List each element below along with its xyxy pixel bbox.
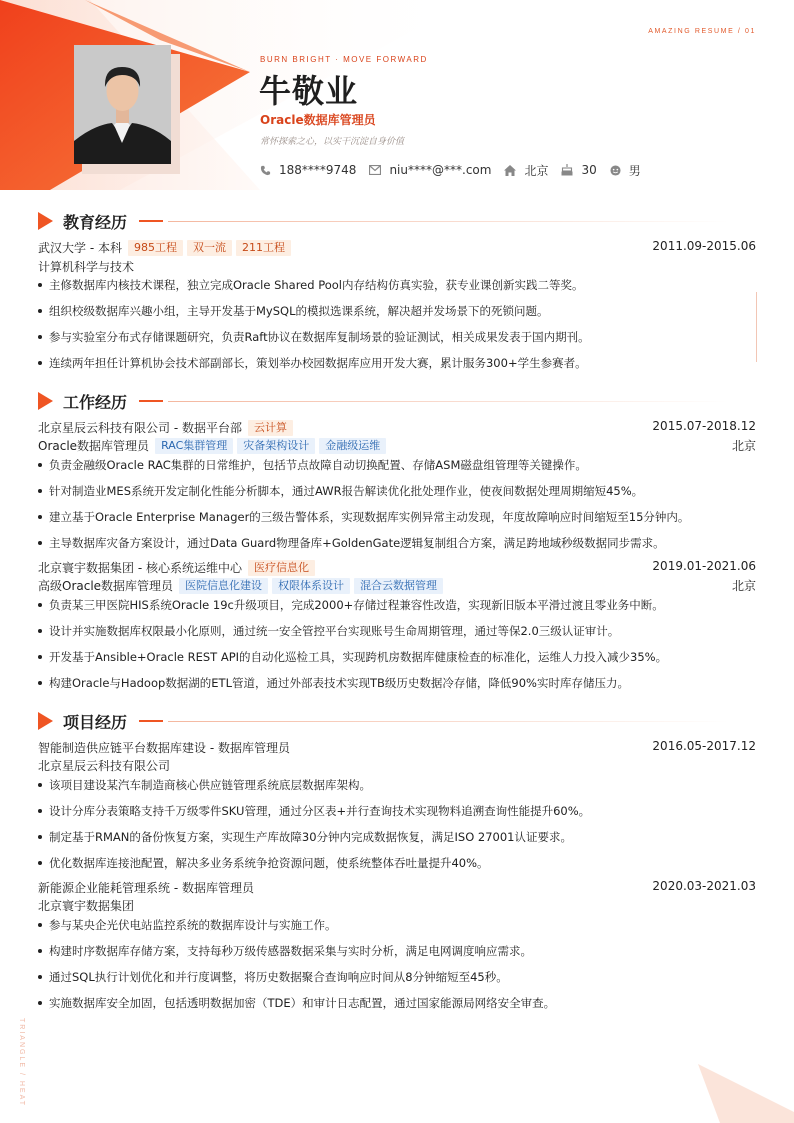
section-title: 项目经历 (63, 712, 128, 732)
list-item: 负责某三甲医院HIS系统Oracle 19c升级项目，完成2000+存储过程兼容性改造，实现新旧版本平滑过渡且零业务中断。 (38, 597, 764, 613)
section-education-header (38, 211, 163, 231)
list-item: 建立基于Oracle Enterprise Manager的三级告警体系，实现数据库实例异常主动发现，年度故障响应时间缩短至15分钟内。 (38, 509, 764, 525)
skill-tag: 混合云数据管理 (354, 578, 443, 594)
contact-city (504, 162, 548, 179)
section-dash (139, 400, 163, 402)
school-tag: 双一流 (187, 240, 232, 256)
list-item: 实施数据库安全加固，包括透明数据加密（TDE）和审计日志配置，通过国家能源局网络安全审查。 (38, 995, 764, 1011)
list-item: 组织校级数据库兴趣小组，主导开发基于MySQL的模拟选课系统，解决超并发场景下的死锁问题。 (38, 303, 764, 319)
job-period: 2015.07-2018.12 (652, 419, 756, 433)
contact-row (260, 162, 654, 178)
age-text: 30 (581, 163, 597, 177)
job-city: 北京 (731, 579, 756, 593)
school-name: 武汉大学 - 本科 (38, 241, 122, 255)
list-item: 制定基于RMAN的备份恢复方案，实现生产库故障30分钟内完成数据恢复，满足ISO 27001认证要求。 (38, 829, 764, 845)
section-projects-header (38, 711, 163, 731)
job-title-row (38, 437, 756, 454)
list-item: 构建时序数据库存储方案，支持每秒万级传感器数据采集与实时分析，满足电网调度响应需求。 (38, 943, 764, 959)
list-item: 主导数据库灾备方案设计，通过Data Guard物理备库+GoldenGate逻辑复制组合方案，满足跨地域秒级数据同步需求。 (38, 535, 764, 551)
section-title: 教育经历 (63, 212, 128, 232)
company-name: 北京星辰云科技有限公司 - 数据平台部 (38, 421, 242, 435)
cake-icon (561, 164, 573, 176)
phone-text: 188****9748 (279, 163, 357, 177)
list-item: 优化数据库连接池配置，解决多业务系统争抢资源问题，使系统整体吞吐量提升40%。 (38, 855, 764, 871)
email-text: niu****@***.com (389, 163, 492, 177)
list-item: 负责金融级Oracle RAC集群的日常维护，包括节点故障自动切换配置、存储ASM磁盘组管理等关键操作。 (38, 457, 764, 473)
avatar (74, 45, 171, 164)
major: 计算机科学与技术 (38, 260, 135, 274)
school-tag: 211工程 (236, 240, 291, 256)
section-dash (139, 220, 163, 222)
list-item: 主修数据库内核技术课程，独立完成Oracle Shared Pool内存结构仿真实验，获专业课创新实践二等奖。 (38, 277, 764, 293)
section-divider (168, 221, 728, 222)
list-item: 参与实验室分布式存储课题研究，负责Raft协议在数据库复制场景的验证测试，相关成果发表于国内期刊。 (38, 329, 764, 345)
triangle-icon (38, 392, 53, 410)
face-icon (610, 165, 621, 176)
list-item: 通过SQL执行计划优化和并行度调整，将历史数据聚合查询响应时间从8分钟缩短至45秒。 (38, 969, 764, 985)
job-title-row (38, 577, 756, 594)
project-org: 北京星辰云科技有限公司 (38, 759, 171, 773)
section-dash (139, 720, 163, 722)
list-item: 该项目建设某汽车制造商核心供应链管理系统底层数据库架构。 (38, 777, 764, 793)
project-org: 北京寰宇数据集团 (38, 899, 135, 913)
contact-phone (260, 163, 356, 177)
company-name: 北京寰宇数据集团 - 核心系统运维中心 (38, 561, 242, 575)
section-work-header (38, 391, 163, 411)
skill-tag: 金融级运维 (319, 438, 386, 454)
contact-age (561, 163, 596, 177)
project-org-row (38, 757, 756, 774)
skill-tag: 灾备架构设计 (237, 438, 315, 454)
job-role: Oracle数据库管理员 (260, 113, 376, 127)
section-divider (168, 721, 728, 722)
footer-decoration (690, 1060, 794, 1123)
list-item: 连续两年担任计算机协会技术部副部长，策划举办校园数据库应用开发大赛，累计服务300+学生参赛者。 (38, 355, 764, 371)
skill-tag: 权限体系设计 (272, 578, 350, 594)
triangle-icon (38, 212, 53, 230)
section-divider (168, 401, 728, 402)
major-row (38, 258, 756, 275)
job-company-row (38, 419, 756, 436)
mail-icon (369, 165, 381, 175)
job-period: 2019.01-2021.06 (652, 559, 756, 573)
job-city: 北京 (731, 439, 756, 453)
list-item: 设计分库分表策略支持千万级零件SKU管理，通过分区表+并行查询技术实现物料追溯查询性能提升60%。 (38, 803, 764, 819)
triangle-icon (38, 712, 53, 730)
list-item: 参与某央企光伏电站监控系统的数据库设计与实施工作。 (38, 917, 764, 933)
education-period: 2011.09-2015.06 (652, 239, 756, 253)
project-period: 2020.03-2021.03 (652, 879, 756, 893)
skill-tag: RAC集群管理 (155, 438, 233, 454)
project-row (38, 739, 756, 756)
home-icon (504, 165, 516, 176)
list-item: 开发基于Ansible+Oracle REST API的自动化巡检工具，实现跨机房数据库健康检查的标准化，运维人力投入减少35%。 (38, 649, 764, 665)
phone-icon (260, 165, 271, 176)
job-company-row (38, 559, 756, 576)
list-item: 设计并实施数据库权限最小化原则，通过统一安全管控平台实现账号生命周期管理，通过等保2.0三级认证审计。 (38, 623, 764, 639)
list-item: 构建Oracle与Hadoop数据湖的ETL管道，通过外部表技术实现TB级历史数据冷存储，降低90%实时库存储压力。 (38, 675, 764, 691)
corner-tag: AMAZING RESUME / 01 (648, 28, 756, 35)
project-name: 新能源企业能耗管理系统 - 数据库管理员 (38, 881, 254, 895)
job-title: Oracle数据库管理员 (38, 439, 150, 453)
person-name: 牛敬业 (259, 72, 359, 110)
school-tag: 985工程 (128, 240, 183, 256)
slogan: BURN BRIGHT · MOVE FORWARD (260, 55, 428, 64)
motto: 常怀探索之心，以实干沉淀自身价值 (260, 137, 405, 147)
company-tag: 云计算 (248, 420, 293, 436)
section-title: 工作经历 (63, 392, 128, 412)
contact-gender (610, 162, 641, 179)
project-name: 智能制造供应链平台数据库建设 - 数据库管理员 (38, 741, 290, 755)
job-title: 高级Oracle数据库管理员 (38, 579, 174, 593)
side-tag: TRIANGLE / HEAT (18, 1018, 25, 1107)
list-item: 针对制造业MES系统开发定制化性能分析脚本，通过AWR报告解读优化批处理作业，使夜间数据处理周期缩短45%。 (38, 483, 764, 499)
project-org-row (38, 897, 756, 914)
side-accent-line (756, 292, 757, 362)
contact-email (369, 163, 491, 177)
project-row (38, 879, 756, 896)
education-row (38, 239, 756, 256)
company-tag: 医疗信息化 (248, 560, 315, 576)
skill-tag: 医院信息化建设 (179, 578, 268, 594)
city-text: 北京 (524, 163, 549, 178)
gender-text: 男 (628, 163, 641, 178)
project-period: 2016.05-2017.12 (652, 739, 756, 753)
